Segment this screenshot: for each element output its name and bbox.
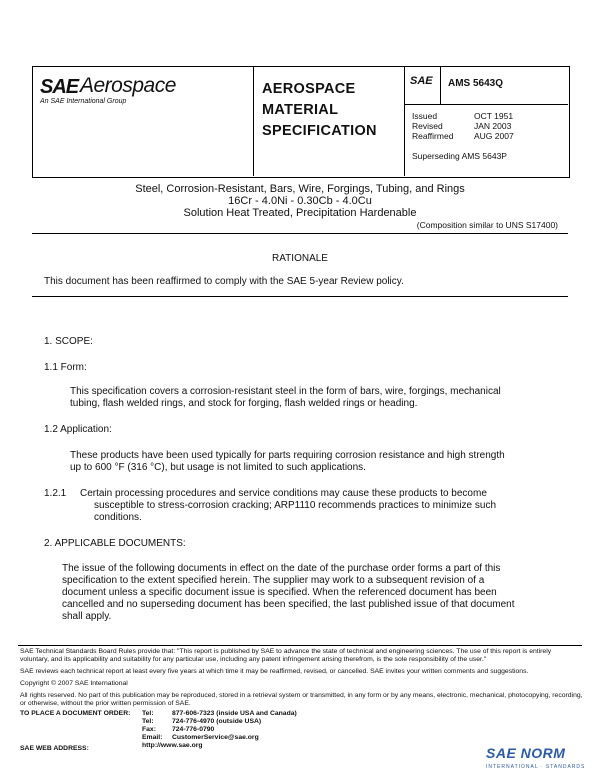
header-divider-3 xyxy=(440,66,441,104)
contact-labels: Tel: Tel: Fax: Email: xyxy=(142,710,163,741)
section-2-heading: 2. APPLICABLE DOCUMENTS: xyxy=(44,538,186,549)
contact-values: 877-606-7323 (inside USA and Canada) 724-776-4970 (outside USA) 724-776-0790 CustomerService@sae.org xyxy=(172,710,297,741)
superseding: Superseding AMS 5643P xyxy=(412,151,507,161)
spec-title: Steel, Corrosion-Resistant, Bars, Wire, Forgings, Tubing, and Rings 16Cr - 4.0Ni - 0.30Cb - 4.0Cu Solution Heat Treated, Precipitation Hardenable xyxy=(135,183,465,219)
footer-copyright: Copyright © 2007 SAE International xyxy=(20,680,128,687)
header-divider-4 xyxy=(404,104,568,105)
header-divider-1 xyxy=(253,66,254,176)
rationale-heading: RATIONALE xyxy=(272,253,328,264)
section-1-2-1-text: Certain processing procedures and service conditions may cause these products to become susceptible to stress-corrosion cracking; ARP1110 recommends practices to minimize such conditions. xyxy=(80,488,497,523)
section-1-1-heading: 1.1 Form: xyxy=(44,362,87,373)
footer-review: SAE reviews each technical report at least every five years at which time it may be reaffirmed, revised, or cancelled. SAE invites your written comments and suggestions. xyxy=(20,668,529,675)
rationale-rule xyxy=(32,296,568,297)
composition-note: (Composition similar to UNS S17400) xyxy=(416,220,558,230)
order-label: TO PLACE A DOCUMENT ORDER: xyxy=(20,710,131,717)
doc-type-title: AEROSPACE MATERIAL SPECIFICATION xyxy=(262,81,377,139)
web-value[interactable]: http://www.sae.org xyxy=(142,742,203,749)
rationale-text: This document has been reaffirmed to comply with the SAE 5-year Review policy. xyxy=(44,276,404,287)
logo-sae: SAE xyxy=(40,76,79,98)
logo-subtitle: An SAE International Group xyxy=(40,98,127,105)
logo-aerospace: Aerospace xyxy=(80,74,176,97)
ams-number: AMS 5643Q xyxy=(448,78,504,89)
section-1-2-text: These products have been used typically for parts requiring corrosion resistance and high strength up to 600 °F (316 °C), but usage is not limited to such applications. xyxy=(70,450,505,473)
footer-rules: SAE Technical Standards Board Rules provide that: "This report is published by SAE to advance the state of technical and engineering sciences. The use of this report is entirely voluntary, and its applicability and suitability for any particular use, including any patent infringement arising therefrom, is the sole responsibility of the user." xyxy=(20,648,552,663)
section-2-text: The issue of the following documents in effect on the date of the purchase order forms a part of this specification to the extent specified herein. The supplier may work to a subsequent revision of a document unless a specific document issue is specified. When the referenced document has been cancelled and no superseding document has been specified, the last published issue of that document shall apply. xyxy=(62,563,515,622)
footer-rights: All rights reserved. No part of this publication may be reproduced, stored in a retrieval system or transmitted, in any form or by any means, electronic, mechanical, photocopying, recording, or otherwise, without the prior written permission of SAE. xyxy=(20,692,583,707)
sae-small-logo: SAE xyxy=(410,75,433,87)
web-label: SAE WEB ADDRESS: xyxy=(20,745,89,752)
sae-norm-sub: INTERNATIONAL · STANDARDS xyxy=(486,764,586,770)
header-divider-2 xyxy=(404,66,405,176)
footer-rule xyxy=(18,645,582,646)
section-1-1-text: This specification covers a corrosion-resistant steel in the form of bars, wire, forgings, mechanical tubing, flash welded rings, and stock for forging, flash welded rings or heading. xyxy=(70,386,501,409)
section-1-2-heading: 1.2 Application: xyxy=(44,424,112,435)
title-rule xyxy=(32,233,568,234)
date-block: Issued OCT 1951 Revised JAN 2003 Reaffirmed AUG 2007 xyxy=(412,111,514,141)
section-1-2-1-number: 1.2.1 xyxy=(44,488,67,499)
sae-norm-logo: SAE NORM xyxy=(486,745,566,761)
section-1-heading: 1. SCOPE: xyxy=(44,336,93,347)
